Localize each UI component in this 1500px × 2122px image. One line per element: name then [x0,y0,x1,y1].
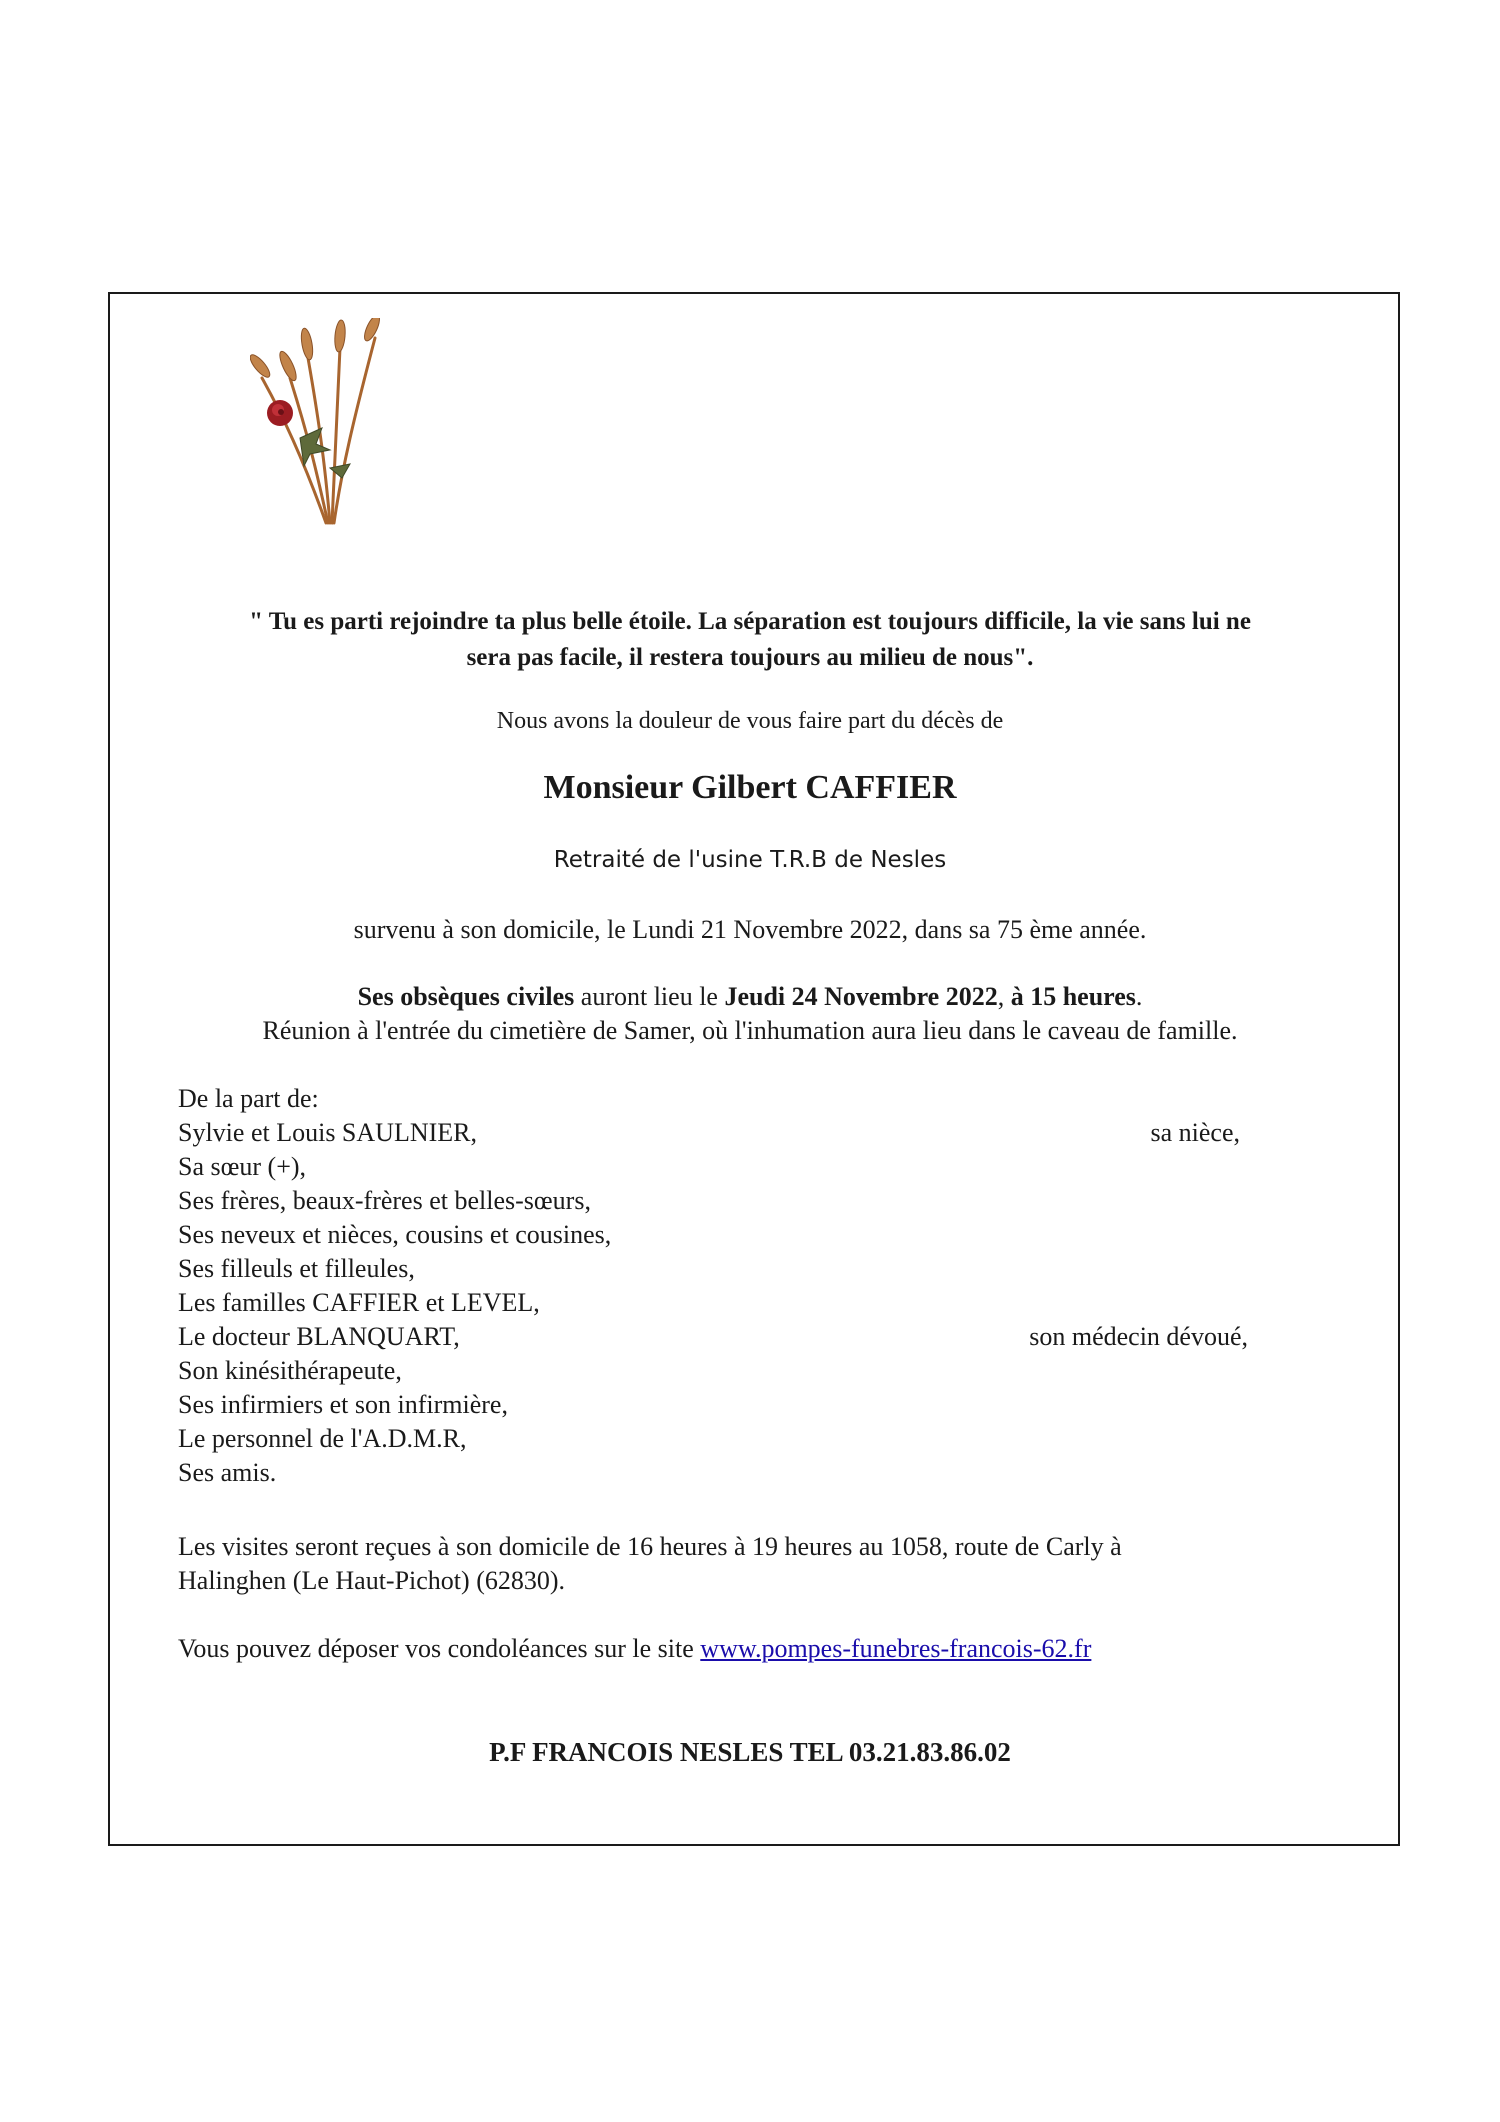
family-entry [178,1286,1248,1320]
quote-line-1: " Tu es parti rejoindre ta plus belle étoile. La séparation est toujours difficile, la vie sans lui ne [249,608,1251,635]
funeral-label: Ses obsèques civiles [357,982,575,1011]
family-entry [178,1116,1248,1150]
family-entry [178,1150,1248,1184]
family-entry [178,1388,1248,1422]
funeral-home-contact: P.F FRANCOIS NESLES TEL 03.21.83.86.02 [489,1737,1011,1767]
wheat-and-rose-icon [250,318,380,528]
funeral-location: Réunion à l'entrée du cimetière de Samer, où l'inhumation aura lieu dans le caveau de famille. [262,1016,1238,1045]
visit-info [178,1530,1288,1598]
family-entry-relation: son médecin dévoué, [1029,1322,1248,1351]
family-entry [178,1218,1248,1252]
family-heading: De la part de: [178,1084,319,1113]
family-entry [178,1252,1248,1286]
family-entry [178,1184,1248,1218]
funeral-end: . [1135,982,1143,1011]
visit-info-line-1: Les visites seront reçues à son domicile de 16 heures à 19 heures au 1058, route de Carly à [178,1532,1122,1561]
funeral-text: auront lieu le [574,982,725,1011]
condolences-link[interactable]: www.pompes-funebres-francois-62.fr [700,1634,1092,1663]
visit-info-line-2: Halinghen (Le Haut-Pichot) (62830). [178,1566,566,1595]
funeral-date-line [180,980,1320,1014]
funeral-sep: , [997,982,1011,1011]
family-entry-name: Sylvie et Louis SAULNIER, [178,1118,477,1147]
family-entry-name: Ses frères, beaux-frères et belles-sœurs, [178,1186,591,1215]
family-entry [178,1456,1248,1490]
memorial-quote [180,604,1320,676]
family-entry [178,1354,1248,1388]
family-entry-name: Sa sœur (+), [178,1152,307,1181]
condolences-info [178,1632,1288,1666]
family-entry [178,1320,1248,1354]
quote-line-2: sera pas facile, il restera toujours au milieu de nous". [466,644,1034,671]
announcement-intro: Nous avons la douleur de vous faire part du décès de [496,708,1004,734]
family-entry-name: Ses neveux et nièces, cousins et cousines, [178,1220,612,1249]
family-entry-name: Les familles CAFFIER et LEVEL, [178,1288,540,1317]
deceased-occupation: Retraité de l'usine T.R.B de Nesles [553,847,947,873]
deceased-name: Monsieur Gilbert CAFFIER [543,769,957,806]
family-entry-name: Son kinésithérapeute, [178,1356,402,1385]
family-entry-relation: sa nièce, [1150,1118,1240,1147]
funeral-time: à 15 heures [1010,982,1136,1011]
family-entry [178,1422,1248,1456]
death-details: survenu à son domicile, le Lundi 21 Novembre 2022, dans sa 75 ème année. [353,915,1147,944]
family-entry-name: Le personnel de l'A.D.M.R, [178,1424,467,1453]
family-entry-name: Ses infirmiers et son infirmière, [178,1390,508,1419]
funeral-details [180,980,1320,1048]
funeral-date: Jeudi 24 Novembre 2022 [724,982,998,1011]
family-list [178,1082,1248,1490]
family-entry-name: Ses amis. [178,1458,277,1487]
condolences-text: Vous pouvez déposer vos condoléances sur le site [178,1634,701,1663]
family-entry-name: Ses filleuls et filleules, [178,1254,415,1283]
family-entry-name: Le docteur BLANQUART, [178,1322,460,1351]
